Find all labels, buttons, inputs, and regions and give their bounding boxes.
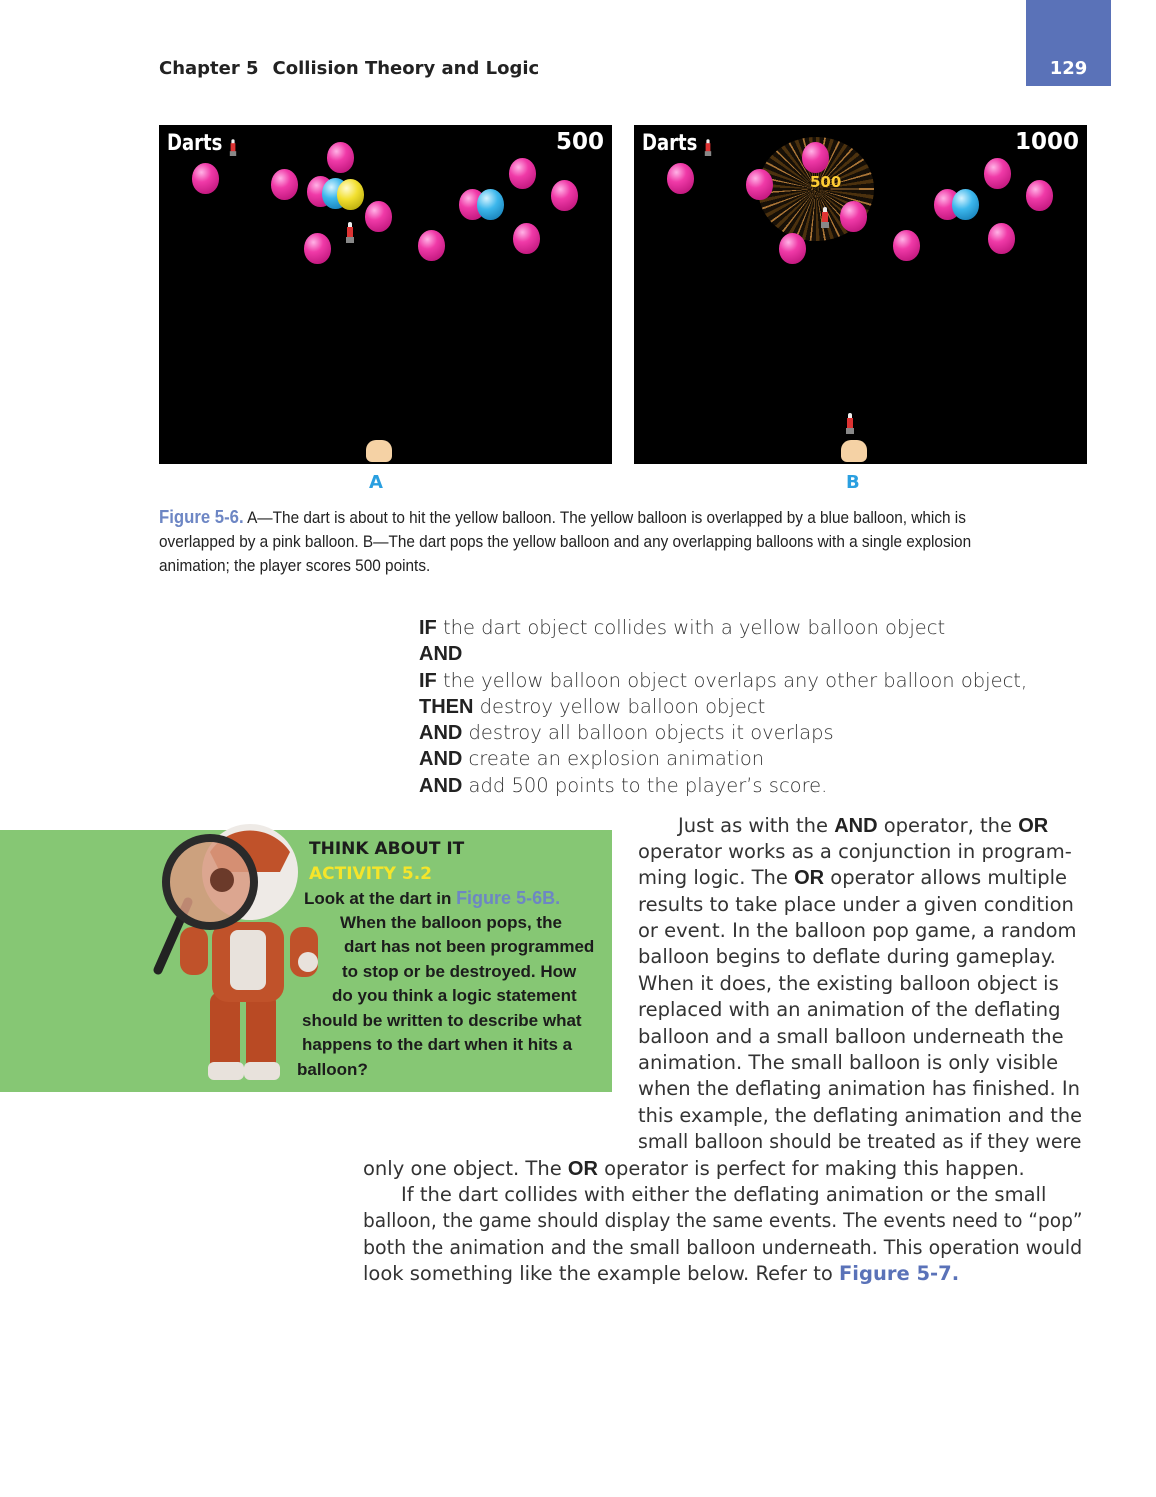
body-line: operator works as a conjunction in program-	[638, 840, 1072, 863]
body-line: small balloon should be treated as if they were	[638, 1130, 1082, 1153]
pink-balloon	[327, 142, 354, 173]
logic-line: AND	[419, 643, 463, 666]
body-line: animation. The small balloon is only visible	[638, 1051, 1059, 1074]
score: 500	[555, 129, 604, 155]
sidebar-activity: ACTIVITY 5.2	[309, 864, 432, 884]
sidebar-question-line: Look at the dart in Figure 5-6B.	[304, 888, 561, 908]
body-line: replaced with an animation of the deflating	[638, 998, 1061, 1021]
sidebar-question-line: to stop or be destroyed. How	[342, 962, 577, 981]
pink-balloon	[802, 142, 829, 173]
next-dart	[846, 413, 854, 435]
pink-balloon	[513, 223, 540, 254]
page-number: 129	[1049, 58, 1088, 79]
figure-link: Figure 5-6B.	[456, 888, 561, 908]
running-head-chapter: Chapter 5	[159, 58, 259, 79]
blue-balloon	[477, 189, 504, 220]
body-line: or event. In the balloon pop game, a random	[638, 919, 1077, 942]
panel-label-a: A	[369, 472, 383, 493]
pink-balloon	[1026, 180, 1053, 211]
body-line: when the deflating animation has finished. In	[638, 1077, 1081, 1100]
pink-balloon	[365, 201, 392, 232]
hand-launcher	[366, 440, 392, 462]
pink-balloon	[418, 230, 445, 261]
pink-balloon	[779, 233, 806, 264]
sidebar-question-line: happens to the dart when it hits a	[302, 1035, 573, 1054]
score: 1000	[1014, 129, 1079, 155]
blue-balloon	[952, 189, 979, 220]
figure-link[interactable]: Figure 5-7.	[838, 1262, 960, 1285]
sidebar-heading: THINK ABOUT IT	[309, 839, 465, 859]
panel-label-b: B	[846, 472, 860, 493]
pink-balloon	[271, 169, 298, 200]
page-number-tab	[1026, 0, 1111, 86]
pink-balloon	[988, 223, 1015, 254]
caption-line: A—The dart is about to hit the yellow balloon. The yellow balloon is overlapped by a blue balloon, which is	[243, 509, 966, 527]
sidebar-question-line: When the balloon pops, the	[340, 913, 562, 932]
logic-line: AND destroy all balloon objects it overlaps	[419, 721, 834, 745]
pink-balloon	[304, 233, 331, 264]
sidebar-question-line: balloon?	[297, 1060, 368, 1079]
logic-line: IF the yellow balloon object overlaps any other balloon object,	[419, 668, 1028, 692]
logic-line: AND add 500 points to the player’s score.	[419, 773, 828, 797]
body-line: If the dart collides with either the deflating animation or the small	[401, 1183, 1047, 1206]
pink-balloon	[984, 158, 1011, 189]
body-line: balloon and a small balloon underneath the	[638, 1025, 1064, 1048]
body-line: both the animation and the small balloon underneath. This operation would	[363, 1236, 1083, 1259]
sidebar-question-line: do you think a logic statement	[332, 986, 577, 1005]
body-line: results to take place under a given condition	[638, 893, 1074, 916]
hand-launcher	[841, 440, 867, 462]
sidebar-question-line: should be written to describe what	[302, 1011, 582, 1030]
pink-balloon	[509, 158, 536, 189]
pink-balloon	[893, 230, 920, 261]
explosion-points: 500	[810, 173, 842, 191]
running-head	[159, 58, 539, 79]
game-title: Darts	[167, 131, 223, 156]
pink-balloon	[840, 201, 867, 232]
yellow-balloon	[337, 179, 364, 210]
caption-line: overlapped by a pink balloon. B—The dart pops the yellow balloon and any overlapping balloons with a single explosion	[159, 533, 972, 551]
pink-balloon	[667, 163, 694, 194]
figure-5-6b-screenshot	[634, 125, 1087, 464]
body-line: this example, the deflating animation and the	[638, 1104, 1082, 1127]
figure-reference: Figure 5-6.	[159, 507, 244, 527]
body-line: ming logic. The OR operator allows multiple	[638, 866, 1067, 889]
pink-balloon	[746, 169, 773, 200]
game-title: Darts	[642, 131, 698, 156]
logic-statement	[419, 615, 1027, 799]
figure-5-6a-screenshot	[159, 125, 612, 464]
dart-life-icon	[705, 139, 711, 157]
pink-balloon	[192, 163, 219, 194]
body-line: balloon, the game should display the same events. The events need to “pop”	[363, 1209, 1083, 1232]
body-line: When it does, the existing balloon object is	[638, 972, 1059, 995]
pink-balloon	[551, 180, 578, 211]
body-line: look something like the example below. Refer to Figure 5-7.	[363, 1262, 960, 1285]
dart-life-icon	[230, 139, 236, 157]
body-line: Just as with the AND operator, the OR	[678, 814, 1049, 837]
logic-line: THEN destroy yellow balloon object	[419, 694, 766, 718]
dart	[346, 222, 354, 244]
body-line: only one object. The OR operator is perfect for making this happen.	[363, 1157, 1025, 1180]
logic-line: AND create an explosion animation	[419, 747, 765, 771]
caption-line: animation; the player scores 500 points.	[159, 557, 431, 575]
dart	[821, 207, 829, 229]
running-head-title: Collision Theory and Logic	[272, 58, 540, 79]
sidebar-question-line: dart has not been programmed	[344, 937, 595, 956]
logic-line: IF the dart object collides with a yellow balloon object	[419, 616, 946, 639]
figure-caption	[159, 505, 1080, 578]
body-line: balloon begins to deflate during gameplay.	[638, 945, 1056, 968]
